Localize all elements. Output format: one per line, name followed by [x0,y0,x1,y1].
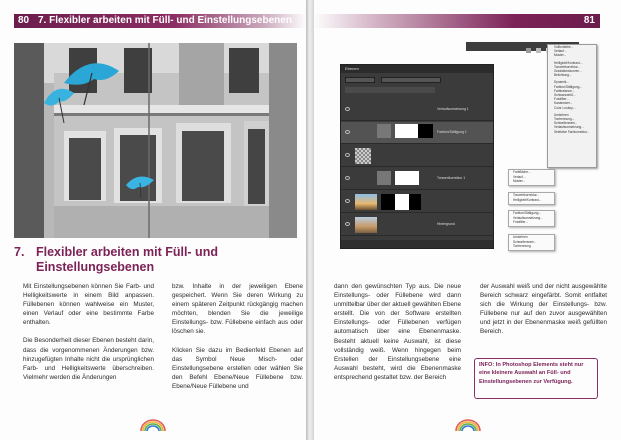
menu-item[interactable]: Dynamik... [554,80,570,85]
menu-item[interactable]: Muster... [513,179,526,184]
right-page-number: 81 [583,15,595,26]
paragraph: dann den gewünschten Typ aus. Die neue Einstellungs- oder Füllebene wird dann unmittelbar über der aktuell gewählten Ebene erstellt. Die von der Software erstellten Einstellungs- oder Füllebenen verfügen automatisch über eine Ebenenmaske. Besteht aktuell keine Auswahl, ist diese vollständig weiß. Wenn hingegen beim Erstellen der Einstellungsebene eine Auswahl besteht, wird die Ebenenmaske entsprechend gestaltet bzw. der Bereich [334,283,461,381]
publisher-logo [454,418,482,436]
menu-item[interactable]: Verlauf... [513,174,526,179]
info-box [474,358,598,399]
paragraph: Die Besonderheit dieser Ebenen besteht darin, dass die vorgenommenen Änderungen bzw. hinzugefügten Inhalte nicht die ursprünglichen Farb- und Helligkeitswerte überschreiben. Vielmehr werden die Änderungen [23,337,154,381]
right-header-bar [314,14,600,28]
right-column-1 [334,282,461,382]
menu-item[interactable]: Muster... [554,53,567,58]
menu-item[interactable]: Umkehren [554,112,569,117]
left-column-2 [172,282,303,400]
book-spine [306,0,314,440]
heading-line-1: Flexibler arbeiten mit Füll- und [36,245,218,259]
section-heading [14,245,296,275]
paragraph: der Auswahl weiß und der nicht ausgewählte Bereich schwarz eingefärbt. Somit entfaltet sich die Wirkung der Einstellungs- bzw. Füllebene nur auf den zuvor ausgewählten und jetzt in der Ebenenmaske weiß gefüllten Bereich. [480,283,607,336]
panel-title: Ebenen [345,66,359,71]
eye-icon[interactable] [345,199,350,203]
menu-item[interactable]: Farbbalance... [554,88,575,93]
menu-item[interactable]: Farbton/Sättigung... [513,211,541,215]
layer-row[interactable] [341,99,493,121]
layer-name: Tonwertkorrektur 1 [437,176,466,180]
layer-name: Verlaufsumsetzung 1 [437,107,469,111]
heading-line-2: Einstellungsebenen [36,260,155,274]
elements-menu-tonal [508,192,555,205]
elements-menu-fill [508,169,555,186]
menu-item[interactable]: Farbton/Sättigung... [554,84,582,89]
layer-row[interactable] [341,191,493,213]
menu-item[interactable]: Tonwertkorrektur... [513,193,540,197]
umbrella-photo [14,43,297,238]
menu-item[interactable]: Tontrennung... [554,117,575,122]
layer-row[interactable] [341,122,493,144]
elements-menu-special [508,234,555,251]
menu-item[interactable]: Verlauf... [554,49,567,54]
menu-item[interactable]: Tonwertkorrektur... [554,64,581,69]
layer-name: Farbton/Sättigung 1 [437,130,467,134]
paragraph: bzw. Inhalte in der jeweiligen Ebene gespeichert. Wenn Sie deren Wirkung zu einem späteren Zeitpunkt rückgängig machen möchten, blenden Sie die jeweilige Einstellungs- bzw. Füllebene einfach aus oder löschen sie. [172,283,303,336]
menu-item[interactable]: Fotofilter... [554,97,569,102]
paragraph: Klicken Sie dazu im Bedienfeld Ebenen auf das Symbol Neue Misch- oder Einstellungsebene erstellen oder wählen Sie den Befehl Ebene/Neue Füllebene bzw. Ebene/Neue Füllebene und [172,346,303,390]
eye-icon[interactable] [345,130,350,134]
menu-item[interactable]: Volltonfarbe... [554,45,574,49]
eye-icon[interactable] [345,222,350,226]
chapter-title: 7. Flexibler arbeiten mit Füll- und Einstellungsebenen [38,15,292,26]
menu-item[interactable]: Farbfläche... [513,170,531,174]
menu-item[interactable]: Kanalmixer... [554,101,573,106]
info-label: INFO: [479,362,495,368]
ps-adjustment-menu [547,44,597,168]
eye-icon[interactable] [345,176,350,180]
menu-item[interactable]: Verlaufsumsetzung... [513,215,543,220]
menu-item[interactable]: Schwellenwert... [513,239,537,244]
photoshop-layers-panel [340,64,494,249]
menu-item[interactable]: Tontrennung [513,244,531,249]
layer-row[interactable] [341,214,493,236]
right-column-2 [480,282,607,337]
menu-item[interactable]: Gradationskurven... [554,69,582,74]
info-text: In Photoshop Elements steht nur eine kleinere Auswahl an Füll- und Einstellungsebenen zur Verfügung. [479,362,584,385]
menu-item[interactable]: Helligkeit/Kontrast... [513,197,542,202]
left-header-bar [14,14,306,28]
right-page [314,0,621,440]
menu-item[interactable]: Helligkeit/Kontrast... [554,60,583,65]
left-column-1 [23,282,154,391]
menu-item[interactable]: Umkehren [513,235,528,239]
menu-item[interactable]: Color Lookup... [554,105,576,110]
menu-item[interactable]: Schwarzweiß... [554,93,576,98]
menu-item[interactable]: Selektive Farbkorrektur... [554,129,590,134]
layer-row[interactable] [341,145,493,167]
layer-name: Hintergrund [437,222,455,226]
menu-item[interactable]: Verlaufsumsetzung... [554,125,584,130]
left-page [0,0,306,440]
paragraph: Mit Einstellungsebenen können Sie Farb- und Helligkeitswerte in einem Bild anpassen. Füllebenen können wahlweise ein Muster, einen Verlauf oder eine bestimmte Farbe enthalten. [23,283,154,327]
menu-item[interactable]: Belichtung... [554,73,572,78]
elements-menu-color [508,210,555,227]
eye-icon[interactable] [345,107,350,111]
layer-row[interactable] [341,168,493,190]
menu-item[interactable]: Fotofilter... [513,220,528,225]
heading-number: 7. [14,245,25,259]
publisher-logo [139,418,167,436]
menu-item[interactable]: Schwellenwert... [554,121,578,126]
eye-icon[interactable] [345,153,350,157]
left-page-number: 80 [18,15,30,26]
